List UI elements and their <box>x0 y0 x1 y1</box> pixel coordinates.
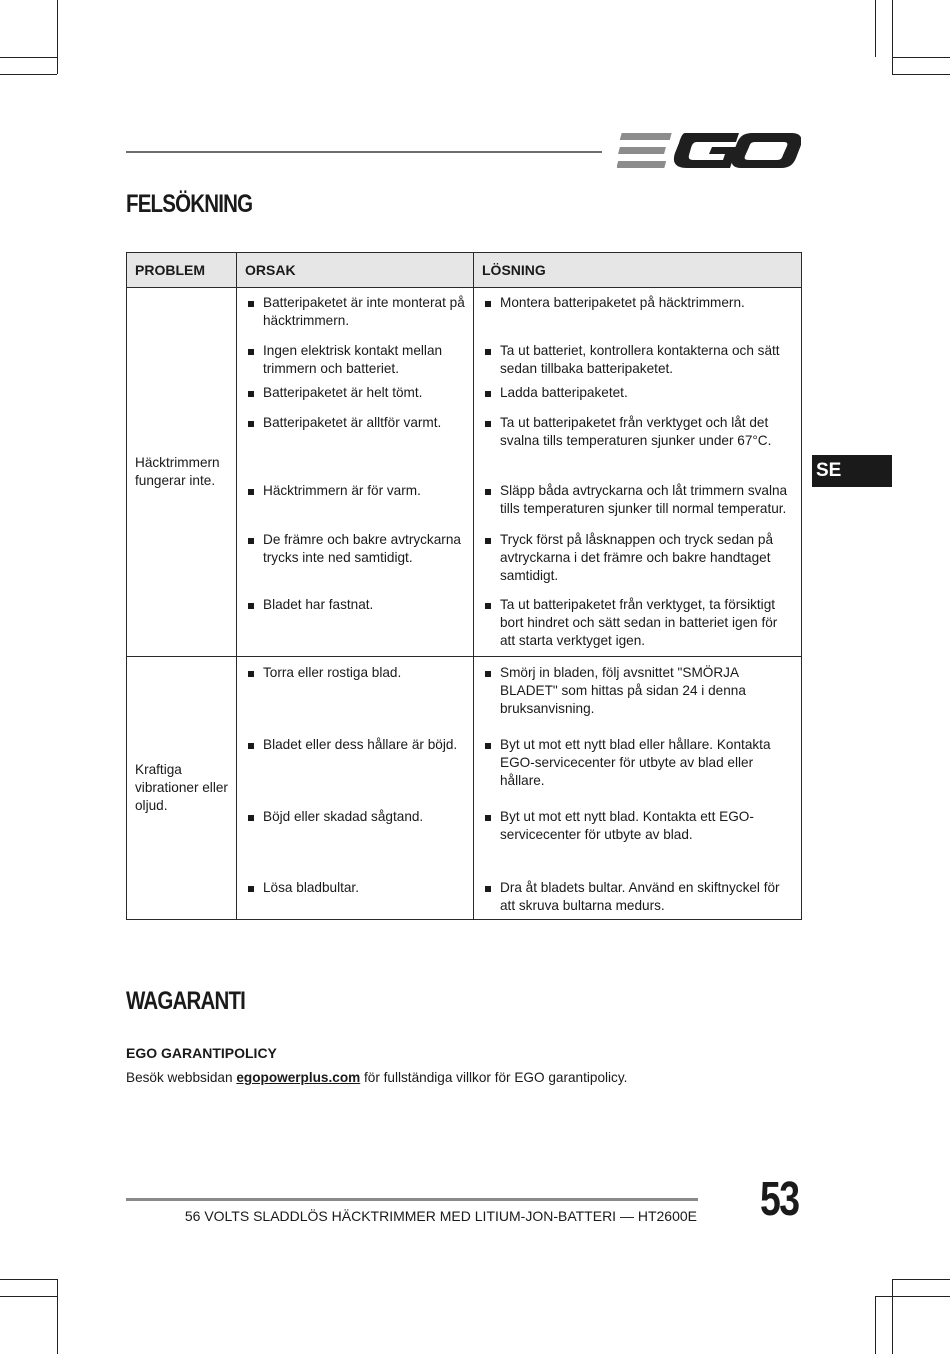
crop-mark <box>0 57 57 58</box>
solution-item: Ta ut batteripaketet från verktyget och låt det svalna tills temperaturen sjunker under 67°C. <box>482 414 795 450</box>
page-number: 53 <box>760 1173 799 1226</box>
solution-item: Ta ut batteriet, kontrollera kontakterna och sätt sedan tillbaka batteripaketet. <box>482 342 795 372</box>
solution-item: Ladda batteripaketet. <box>482 384 795 402</box>
solution-item: Släpp båda avtryckarna och låt trimmern svalna tills temperaturen sjunker till normal temperatur. <box>482 482 795 512</box>
crop-mark <box>892 1279 893 1354</box>
header-rule <box>126 151 602 153</box>
crop-mark <box>57 1279 58 1354</box>
language-tab: SE <box>812 455 892 487</box>
table-group-1 <box>127 288 802 657</box>
column-header-cause: ORSAK <box>237 253 474 288</box>
cause-cell <box>237 657 474 920</box>
footer-rule <box>126 1198 698 1201</box>
warranty-title: WAGARANTI <box>126 987 246 1015</box>
crop-mark <box>892 57 950 58</box>
warranty-text <box>126 1070 627 1085</box>
crop-mark <box>892 1279 950 1280</box>
crop-mark <box>875 0 876 57</box>
solution-item: Montera batteripaketet på häcktrimmern. <box>482 294 795 324</box>
solution-item: Byt ut mot ett nytt blad. Kontakta ett EGO-servicecenter för utbyte av blad. <box>482 808 795 844</box>
crop-mark <box>57 0 58 74</box>
cause-cell <box>237 288 474 657</box>
crop-mark <box>0 1279 57 1280</box>
ego-logo <box>617 128 801 174</box>
cause-item: Batteripaketet är helt tömt. <box>245 384 467 402</box>
solution-cell <box>474 657 802 920</box>
cause-item: Bladet har fastnat. <box>245 596 467 650</box>
warranty-text-after: för fullständiga villkor för EGO garantipolicy. <box>360 1070 628 1085</box>
warranty-subtitle: EGO GARANTIPOLICY <box>126 1045 277 1061</box>
cause-item: Bladet eller dess hållare är böjd. <box>245 736 467 772</box>
crop-mark <box>875 1296 876 1354</box>
problem-cell: Kraftiga vibrationer eller oljud. <box>127 657 237 920</box>
cause-item: Lösa bladbultar. <box>245 879 467 915</box>
solution-item: Ta ut batteripaketet från verktyget, ta försiktigt bort hindret och sätt sedan in batteriet igen för att starta verktyget igen. <box>482 596 795 650</box>
cause-item: Batteripaketet är inte monterat på häcktrimmern. <box>245 294 467 324</box>
section-title: FELSÖKNING <box>126 190 253 218</box>
solution-item: Tryck först på låsknappen och tryck sedan på avtryckarna i det främre och bakre handtaget samtidigt. <box>482 531 795 585</box>
cause-item: De främre och bakre avtryckarna trycks inte ned samtidigt. <box>245 531 467 585</box>
footer-text: 56 VOLTS SLADDLÖS HÄCKTRIMMER MED LITIUM-JON-BATTERI — HT2600E <box>184 1208 697 1224</box>
crop-mark <box>0 1296 57 1297</box>
column-header-problem: PROBLEM <box>127 253 237 288</box>
crop-mark <box>0 74 57 75</box>
solution-item: Smörj in bladen, följ avsnittet "SMÖRJA BLADET" som hittas på sidan 24 i denna bruksanvisning. <box>482 664 795 700</box>
cause-item: Torra eller rostiga blad. <box>245 664 467 700</box>
solution-item: Dra åt bladets bultar. Använd en skiftnyckel för att skruva bultarna medurs. <box>482 879 795 915</box>
cause-item: Häcktrimmern är för varm. <box>245 482 467 512</box>
cause-item: Batteripaketet är alltför varmt. <box>245 414 467 432</box>
cause-item: Ingen elektrisk kontakt mellan trimmern och batteriet. <box>245 342 467 372</box>
column-header-solution: LÖSNING <box>474 253 802 288</box>
crop-mark <box>892 0 893 74</box>
table-header-row <box>127 253 802 288</box>
solution-item: Byt ut mot ett nytt blad eller hållare. Kontakta EGO-servicecenter för utbyte av blad eller hållare. <box>482 736 795 772</box>
warranty-text-before: Besök webbsidan <box>126 1070 237 1085</box>
crop-mark <box>875 1296 950 1297</box>
problem-cell: Häcktrimmern fungerar inte. <box>127 288 237 657</box>
table-group-2 <box>127 657 802 920</box>
warranty-link[interactable]: egopowerplus.com <box>236 1070 361 1085</box>
crop-mark <box>892 74 950 75</box>
cause-item: Böjd eller skadad sågtand. <box>245 808 467 844</box>
solution-cell <box>474 288 802 657</box>
troubleshooting-table <box>126 252 802 920</box>
